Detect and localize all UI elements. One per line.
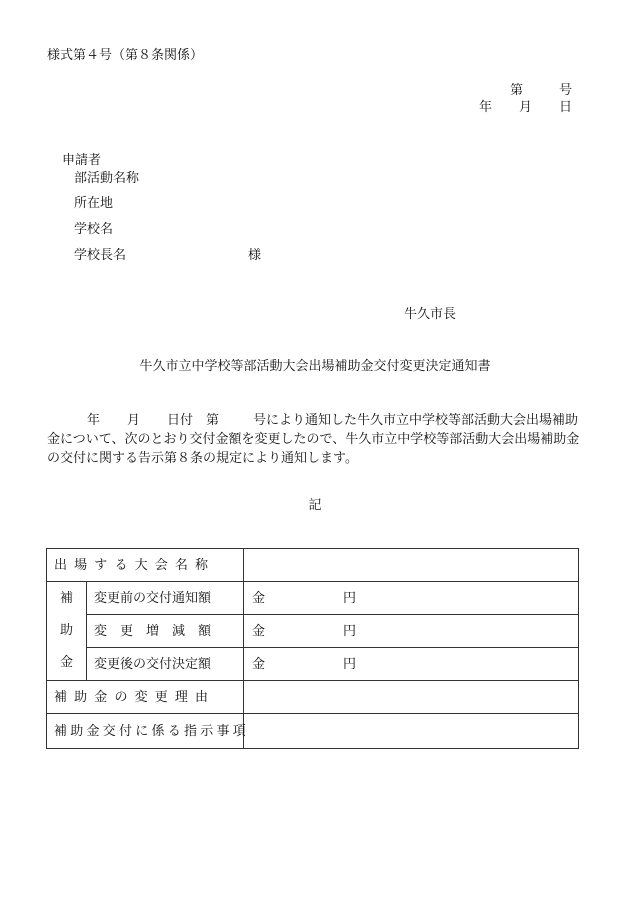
ki-heading: 記 <box>308 498 322 513</box>
document-date <box>479 101 572 114</box>
conditions-label: 補助金交付に係る指示事項 <box>47 714 244 749</box>
yen-unit: 円 <box>343 623 357 639</box>
yen-prefix: 金 <box>252 623 266 639</box>
document-number <box>510 84 572 97</box>
date-day: 日 <box>558 100 572 115</box>
form-label: 様式第４号（第８条関係） <box>47 48 204 63</box>
applicant-label: 申請者 <box>62 153 102 168</box>
table-row <box>47 681 579 714</box>
address-label: 所在地 <box>74 196 114 211</box>
table-row <box>47 714 579 749</box>
issuer: 牛久市長 <box>404 307 457 322</box>
subsidy-char: 補 <box>59 591 73 606</box>
number-go: 号 <box>558 83 572 98</box>
event-name-label: 出場する大会名称 <box>47 549 244 582</box>
before-amount-value <box>244 582 579 615</box>
body-year: 年 <box>87 413 101 428</box>
school-label: 学校名 <box>74 222 114 237</box>
document-title: 牛久市立中学校等部活動大会出場補助金交付変更決定通知書 <box>139 359 491 374</box>
conditions-value <box>244 714 579 749</box>
yen-prefix: 金 <box>252 656 266 672</box>
detail-table <box>46 548 579 749</box>
table-row <box>47 582 579 615</box>
number-dai: 第 <box>509 83 523 98</box>
table-row <box>47 648 579 681</box>
change-amount-value <box>244 615 579 648</box>
yen-unit: 円 <box>343 590 357 606</box>
subsidy-vertical-label <box>47 582 87 681</box>
yen-prefix: 金 <box>252 590 266 606</box>
change-reason-label: 補助金の変更理由 <box>47 681 244 714</box>
after-amount-label: 変更後の交付決定額 <box>87 648 244 681</box>
subsidy-char: 金 <box>59 655 73 670</box>
after-amount-value <box>244 648 579 681</box>
body-day-ref: 日付 第 <box>167 413 220 428</box>
club-name-label: 部活動名称 <box>74 171 140 186</box>
date-month: 月 <box>518 100 532 115</box>
event-name-value <box>244 549 579 582</box>
body-month: 月 <box>127 413 141 428</box>
principal-label: 学校長名 <box>74 248 127 263</box>
date-year: 年 <box>478 100 492 115</box>
table-row <box>47 549 579 582</box>
before-amount-label: 変更前の交付通知額 <box>87 582 244 615</box>
change-reason-value <box>244 681 579 714</box>
change-amount-label: 変 更 増 減 額 <box>87 615 244 648</box>
body-paragraph <box>47 411 587 468</box>
table-row <box>47 615 579 648</box>
subsidy-char: 助 <box>59 623 73 638</box>
yen-unit: 円 <box>343 656 357 672</box>
body-text: 号により通知した牛久市立中学校等部活動大会出場補助金について、次のとおり交付金額を変更したので、牛久市立中学校等部活動大会出場補助金の交付に関する告示第８条の規定により通知します。 <box>47 413 580 466</box>
honorific: 様 <box>248 248 262 263</box>
